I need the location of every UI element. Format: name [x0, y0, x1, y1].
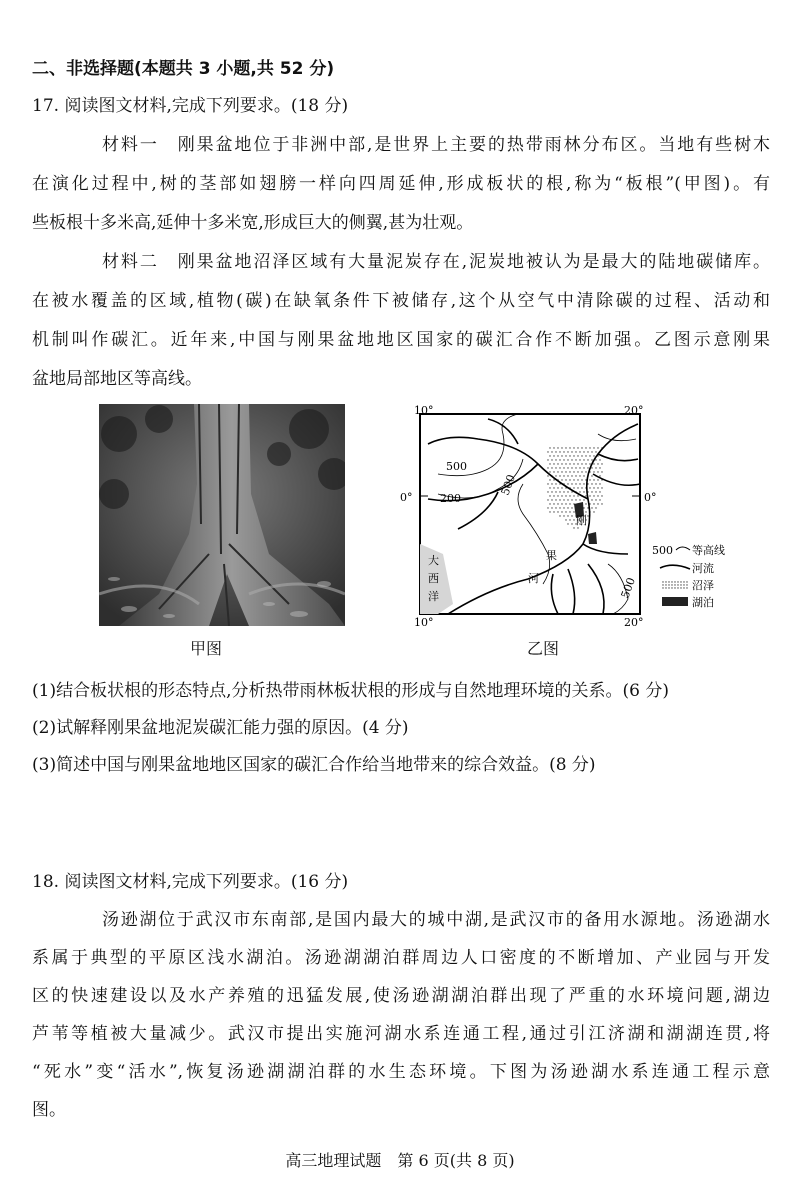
- swamp-dot: [569, 463, 570, 464]
- swamp-dot: [569, 519, 570, 520]
- lake: [588, 532, 597, 544]
- swamp-dot: [591, 491, 592, 492]
- swamp-dot: [549, 487, 550, 488]
- swamp-dot: [575, 483, 576, 484]
- legend-swamp-dot: [686, 587, 687, 588]
- q18-text-line: 区的快速建设以及水产养殖的迅猛发展,使汤逊湖湖泊群出现了严重的水环境问题,湖边: [32, 986, 770, 1006]
- swamp-dot: [591, 475, 592, 476]
- swamp-dot: [583, 475, 584, 476]
- swamp-dot: [585, 495, 586, 496]
- swamp-dot: [573, 487, 574, 488]
- swamp-dot: [571, 523, 572, 524]
- swamp-dot: [595, 499, 596, 500]
- swamp-dot: [593, 487, 594, 488]
- swamp-dot: [547, 507, 548, 508]
- river-label: 刚: [576, 514, 587, 527]
- swamp-dot: [591, 459, 592, 460]
- legend-swamp-dot: [680, 584, 681, 585]
- swamp-dot: [555, 507, 556, 508]
- legend-swamp-dot: [671, 584, 672, 585]
- q17-material2-line: 材料二 刚果盆地沼泽区域有大量泥炭存在,泥炭地被认为是最大的陆地碳储库。: [102, 252, 770, 272]
- swamp-dot: [585, 463, 586, 464]
- legend-swamp-dot: [686, 584, 687, 585]
- legend-swamp-dot: [668, 584, 669, 585]
- swamp-dot: [559, 459, 560, 460]
- legend-swamp-dot: [674, 581, 675, 582]
- swamp-dot: [567, 523, 568, 524]
- contour-label: 500: [618, 575, 639, 601]
- swamp-dot: [555, 491, 556, 492]
- swamp-dot: [577, 487, 578, 488]
- legend-swamp-dot: [680, 581, 681, 582]
- swamp-dot: [571, 475, 572, 476]
- swamp-dot: [553, 487, 554, 488]
- swamp-dot: [597, 503, 598, 504]
- swamp-dot: [559, 451, 560, 452]
- legend-swamp-dot: [683, 581, 684, 582]
- swamp-dot: [589, 495, 590, 496]
- swamp-dot: [549, 471, 550, 472]
- swamp-dot: [563, 491, 564, 492]
- swamp-dot: [595, 507, 596, 508]
- q17-material2-line: 机制叫作碳汇。近年来,中国与刚果盆地地区国家的碳汇合作不断加强。乙图示意刚果: [32, 330, 770, 350]
- swamp-dot: [589, 487, 590, 488]
- swamp-dot: [577, 463, 578, 464]
- swamp-dot: [585, 455, 586, 456]
- swamp-dot: [575, 475, 576, 476]
- swamp-dot: [591, 499, 592, 500]
- swamp-dot: [567, 451, 568, 452]
- swamp-dot: [575, 467, 576, 468]
- swamp-dot: [585, 471, 586, 472]
- swamp-dot: [565, 511, 566, 512]
- swamp-dot: [563, 475, 564, 476]
- swamp-dot: [567, 499, 568, 500]
- swamp-dot: [573, 471, 574, 472]
- swamp-dot: [549, 495, 550, 496]
- legend-swamp-dot: [662, 587, 663, 588]
- swamp-dot: [551, 483, 552, 484]
- swamp-dot: [557, 455, 558, 456]
- swamp-dot: [595, 491, 596, 492]
- swamp-dot: [565, 479, 566, 480]
- swamp-dot: [583, 459, 584, 460]
- swamp-dot: [561, 511, 562, 512]
- swamp-dot: [593, 471, 594, 472]
- map-legend: [652, 543, 725, 609]
- swamp-dot: [565, 447, 566, 448]
- q18-text-line: 图。: [32, 1100, 66, 1120]
- swamp-dot: [593, 455, 594, 456]
- legend-river-label: 河流: [692, 562, 714, 575]
- swamp-dot: [563, 507, 564, 508]
- buttress-root-photo: [99, 404, 345, 626]
- swamp-dot: [569, 471, 570, 472]
- swamp-dot: [561, 479, 562, 480]
- legend-swamp-dot: [665, 584, 666, 585]
- page-footer: 高三地理试题 第 6 页(共 8 页): [285, 1151, 515, 1170]
- swamp-dot: [569, 495, 570, 496]
- swamp-dot: [601, 503, 602, 504]
- swamp-dot: [547, 451, 548, 452]
- swamp-dot: [567, 467, 568, 468]
- swamp-dot: [573, 463, 574, 464]
- q17-material1-line: 材料一 刚果盆地位于非洲中部,是世界上主要的热带雨林分布区。当地有些树木: [102, 135, 770, 155]
- swamp-dot: [581, 487, 582, 488]
- swamp-dot: [571, 459, 572, 460]
- swamp-dot: [593, 495, 594, 496]
- swamp-dot: [565, 463, 566, 464]
- swamp-dot: [551, 499, 552, 500]
- swamp-dot: [575, 451, 576, 452]
- swamp-dot: [549, 511, 550, 512]
- swamp-dot: [549, 447, 550, 448]
- swamp-dot: [595, 459, 596, 460]
- lon-label-left-bottom: 10°: [414, 616, 434, 626]
- legend-contour-symbol: 500: [652, 544, 673, 557]
- legend-swamp-dot: [665, 581, 666, 582]
- figure-b-caption: 乙图: [527, 639, 560, 658]
- swamp-dot: [567, 459, 568, 460]
- swamp-dot: [597, 495, 598, 496]
- swamp-dot: [547, 467, 548, 468]
- swamp-dot: [601, 487, 602, 488]
- swamp-dot: [567, 491, 568, 492]
- swamp-dot: [553, 447, 554, 448]
- swamp-dot: [555, 467, 556, 468]
- legend-swamp-dot: [683, 587, 684, 588]
- congo-basin-contour-map: [398, 404, 743, 626]
- swamp-dot: [581, 479, 582, 480]
- swamp-dot: [559, 507, 560, 508]
- swamp-dot: [591, 507, 592, 508]
- lon-label-right-top: 20°: [624, 404, 644, 417]
- swamp-dot: [561, 455, 562, 456]
- swamp-dot: [561, 495, 562, 496]
- swamp-dot: [549, 503, 550, 504]
- swamp-dot: [583, 507, 584, 508]
- swamp-dot: [567, 483, 568, 484]
- swamp-dot: [585, 503, 586, 504]
- swamp-dot: [561, 471, 562, 472]
- q17-material2-line: 盆地局部地区等高线。: [32, 369, 202, 389]
- contour-label: 500: [446, 460, 467, 473]
- swamp-dot: [579, 491, 580, 492]
- swamp-dot: [571, 491, 572, 492]
- lat-label-left: 0°: [400, 491, 413, 504]
- swamp-dot: [547, 459, 548, 460]
- swamp-dot: [555, 483, 556, 484]
- q17-material2-line: 在被水覆盖的区域,植物(碳)在缺氧条件下被储存,这个从空气中清除碳的过程、活动和: [32, 291, 770, 311]
- swamp-dot: [553, 479, 554, 480]
- swamp-dot: [571, 483, 572, 484]
- lon-label-right-bottom: 20°: [624, 616, 644, 626]
- swamp-dot: [551, 491, 552, 492]
- swamp-dot: [583, 499, 584, 500]
- swamp-dot: [599, 483, 600, 484]
- swamp-dot: [579, 483, 580, 484]
- swamp-dot: [599, 459, 600, 460]
- question-17-title: 17. 阅读图文材料,完成下列要求。(18 分): [32, 96, 349, 116]
- swamp-dot: [591, 451, 592, 452]
- swamp-dot: [577, 447, 578, 448]
- q17-subquestion: (1)结合板状根的形态特点,分析热带雨林板状根的形成与自然地理环境的关系。(6 分): [32, 681, 669, 701]
- swamp-dot: [553, 495, 554, 496]
- swamp-dot: [553, 511, 554, 512]
- legend-swamp-dot: [674, 587, 675, 588]
- swamp-dot: [547, 475, 548, 476]
- swamp-dot: [565, 519, 566, 520]
- swamp-dot: [587, 515, 588, 516]
- swamp-dot: [567, 507, 568, 508]
- swamp-dot: [589, 447, 590, 448]
- swamp-dot: [555, 451, 556, 452]
- legend-lake-label: 湖泊: [692, 596, 714, 609]
- swamp-dot: [559, 467, 560, 468]
- swamp-dot: [595, 451, 596, 452]
- swamp-dot: [587, 459, 588, 460]
- swamp-dot: [571, 451, 572, 452]
- swamp-dot: [553, 503, 554, 504]
- swamp-dot: [597, 447, 598, 448]
- swamp-dot: [589, 479, 590, 480]
- swamp-dot: [597, 487, 598, 488]
- contour-label: 500: [498, 472, 519, 498]
- swamp-dot: [587, 451, 588, 452]
- swamp-dot: [573, 479, 574, 480]
- swamp-dot: [573, 447, 574, 448]
- swamp-dot: [573, 495, 574, 496]
- swamp-dot: [579, 451, 580, 452]
- swamp-dot: [559, 491, 560, 492]
- swamp-dot: [587, 467, 588, 468]
- river-label: 河: [528, 572, 539, 585]
- river-label: 果: [546, 549, 557, 562]
- swamp-dot: [561, 463, 562, 464]
- swamp-dot: [557, 447, 558, 448]
- legend-swamp-dot: [674, 584, 675, 585]
- swamp-dot: [559, 499, 560, 500]
- swamp-dot: [597, 471, 598, 472]
- swamp-dot: [549, 455, 550, 456]
- swamp-dot: [557, 487, 558, 488]
- swamp-dot: [563, 451, 564, 452]
- legend-swamp-dot: [680, 587, 681, 588]
- q18-text-line: 汤逊湖位于武汉市东南部,是国内最大的城中湖,是武汉市的备用水源地。汤逊湖水: [102, 910, 770, 930]
- section-header: 二、非选择题(本题共 3 小题,共 52 分): [32, 59, 335, 79]
- swamp-dot: [575, 459, 576, 460]
- swamp-dot: [557, 495, 558, 496]
- swamp-dot: [597, 463, 598, 464]
- swamp-dot: [561, 487, 562, 488]
- q17-material1-line: 在演化过程中,树的茎部如翅膀一样向四周延伸,形成板状的根,称为“板根”(甲图)。有: [32, 174, 770, 194]
- swamp-dot: [569, 479, 570, 480]
- swamp-dot: [579, 467, 580, 468]
- swamp-dot: [599, 491, 600, 492]
- swamp-dot: [557, 503, 558, 504]
- q18-text-line: “死水”变“活水”,恢复汤逊湖湖泊群的水生态环境。下图为汤逊湖水系连通工程示意: [32, 1062, 770, 1082]
- swamp-dot: [601, 471, 602, 472]
- swamp-dot: [577, 455, 578, 456]
- legend-swamp-dot: [665, 587, 666, 588]
- swamp-dot: [569, 447, 570, 448]
- swamp-dot: [551, 507, 552, 508]
- q18-text-line: 系属于典型的平原区浅水湖泊。汤逊湖湖泊群周边人口密度的不断增加、产业园与开发: [32, 948, 770, 968]
- swamp-dot: [553, 463, 554, 464]
- question-18-title: 18. 阅读图文材料,完成下列要求。(16 分): [32, 872, 349, 892]
- swamp-dot: [593, 447, 594, 448]
- legend-contour-label: 等高线: [692, 544, 725, 557]
- swamp-dot: [551, 451, 552, 452]
- swamp-dot: [577, 527, 578, 528]
- swamp-dot: [577, 471, 578, 472]
- swamp-dot: [581, 447, 582, 448]
- swamp-dot: [599, 499, 600, 500]
- swamp-dot: [565, 471, 566, 472]
- swamp-dot: [561, 503, 562, 504]
- swamp-dot: [555, 459, 556, 460]
- swamp-dot: [583, 483, 584, 484]
- swamp-dot: [561, 447, 562, 448]
- swamp-dot: [581, 455, 582, 456]
- swamp-dot: [547, 491, 548, 492]
- swamp-dot: [577, 495, 578, 496]
- figure-a-caption: 甲图: [190, 639, 223, 658]
- swamp-dot: [547, 499, 548, 500]
- swamp-dot: [599, 475, 600, 476]
- lon-label-left-top: 10°: [414, 404, 434, 417]
- swamp-dot: [571, 515, 572, 516]
- swamp-dot: [573, 527, 574, 528]
- swamp-dot: [589, 463, 590, 464]
- contour-label: 200: [440, 492, 461, 505]
- swamp-dot: [557, 511, 558, 512]
- legend-swamp-dot: [677, 581, 678, 582]
- swamp-dot: [551, 467, 552, 468]
- swamp-dot: [553, 471, 554, 472]
- swamp-dot: [593, 511, 594, 512]
- swamp-dot: [583, 451, 584, 452]
- swamp-dot: [567, 515, 568, 516]
- swamp-dot: [571, 467, 572, 468]
- swamp-dot: [583, 491, 584, 492]
- swamp-dot: [557, 463, 558, 464]
- swamp-dot: [563, 467, 564, 468]
- swamp-dot: [569, 455, 570, 456]
- swamp-dot: [591, 483, 592, 484]
- swamp-dot: [551, 459, 552, 460]
- swamp-dot: [593, 479, 594, 480]
- swamp-dot: [555, 499, 556, 500]
- legend-swamp-dot: [677, 584, 678, 585]
- swamp-dot: [565, 503, 566, 504]
- swamp-dot: [573, 511, 574, 512]
- swamp-dot: [565, 495, 566, 496]
- legend-swamp-dot: [683, 584, 684, 585]
- swamp-dot: [601, 495, 602, 496]
- swamp-dot: [581, 471, 582, 472]
- swamp-dot: [559, 515, 560, 516]
- legend-swamp-dot: [668, 587, 669, 588]
- swamp-dot: [595, 483, 596, 484]
- swamp-dot: [563, 499, 564, 500]
- q17-subquestion: (3)简述中国与刚果盆地地区国家的碳汇合作给当地带来的综合效益。(8 分): [32, 755, 596, 775]
- swamp-dot: [583, 467, 584, 468]
- ocean-label: 洋: [428, 590, 439, 603]
- swamp-dot: [559, 475, 560, 476]
- swamp-dot: [595, 467, 596, 468]
- swamp-dot: [571, 507, 572, 508]
- swamp-dot: [549, 479, 550, 480]
- swamp-dot: [567, 475, 568, 476]
- legend-swamp-dot: [686, 581, 687, 582]
- ocean-label: 西: [428, 572, 439, 585]
- legend-swamp-dot: [677, 587, 678, 588]
- swamp-dot: [579, 499, 580, 500]
- legend-swamp-dot: [662, 581, 663, 582]
- swamp-dot: [569, 503, 570, 504]
- lat-label-right: 0°: [644, 491, 657, 504]
- swamp-dot: [579, 459, 580, 460]
- legend-swamp-dot: [671, 587, 672, 588]
- swamp-dot: [589, 455, 590, 456]
- swamp-dot: [573, 455, 574, 456]
- legend-swamp-dot: [671, 581, 672, 582]
- swamp-dot: [569, 511, 570, 512]
- swamp-dot: [549, 463, 550, 464]
- swamp-dot: [591, 467, 592, 468]
- swamp-dot: [547, 483, 548, 484]
- q17-material1-line: 些板根十多米高,延伸十多米宽,形成巨大的侧翼,甚为壮观。: [32, 213, 474, 233]
- legend-swamp-label: 沼泽: [692, 579, 714, 592]
- swamp-dot: [575, 499, 576, 500]
- swamp-dot: [585, 447, 586, 448]
- swamp-dot: [563, 459, 564, 460]
- swamp-dot: [557, 471, 558, 472]
- swamp-dot: [565, 455, 566, 456]
- swamp-dot: [597, 479, 598, 480]
- swamp-dot: [571, 499, 572, 500]
- legend-swamp-dot: [662, 584, 663, 585]
- legend-swamp-dot: [668, 581, 669, 582]
- swamp-dot: [577, 479, 578, 480]
- swamp-dot: [563, 515, 564, 516]
- swamp-dot: [573, 519, 574, 520]
- swamp-dot: [593, 503, 594, 504]
- swamp-dot: [585, 511, 586, 512]
- swamp-dot: [581, 463, 582, 464]
- swamp-dot: [579, 475, 580, 476]
- swamp-dot: [599, 467, 600, 468]
- swamp-dot: [553, 455, 554, 456]
- swamp-dot: [601, 463, 602, 464]
- ocean-label: 大: [428, 554, 439, 567]
- q17-subquestion: (2)试解释刚果盆地泥炭碳汇能力强的原因。(4 分): [32, 718, 409, 738]
- swamp-dot: [555, 475, 556, 476]
- swamp-dot: [593, 463, 594, 464]
- q18-text-line: 芦苇等植被大量减少。武汉市提出实施河湖水系连通工程,通过引江济湖和湖湖连贯,将: [32, 1024, 770, 1044]
